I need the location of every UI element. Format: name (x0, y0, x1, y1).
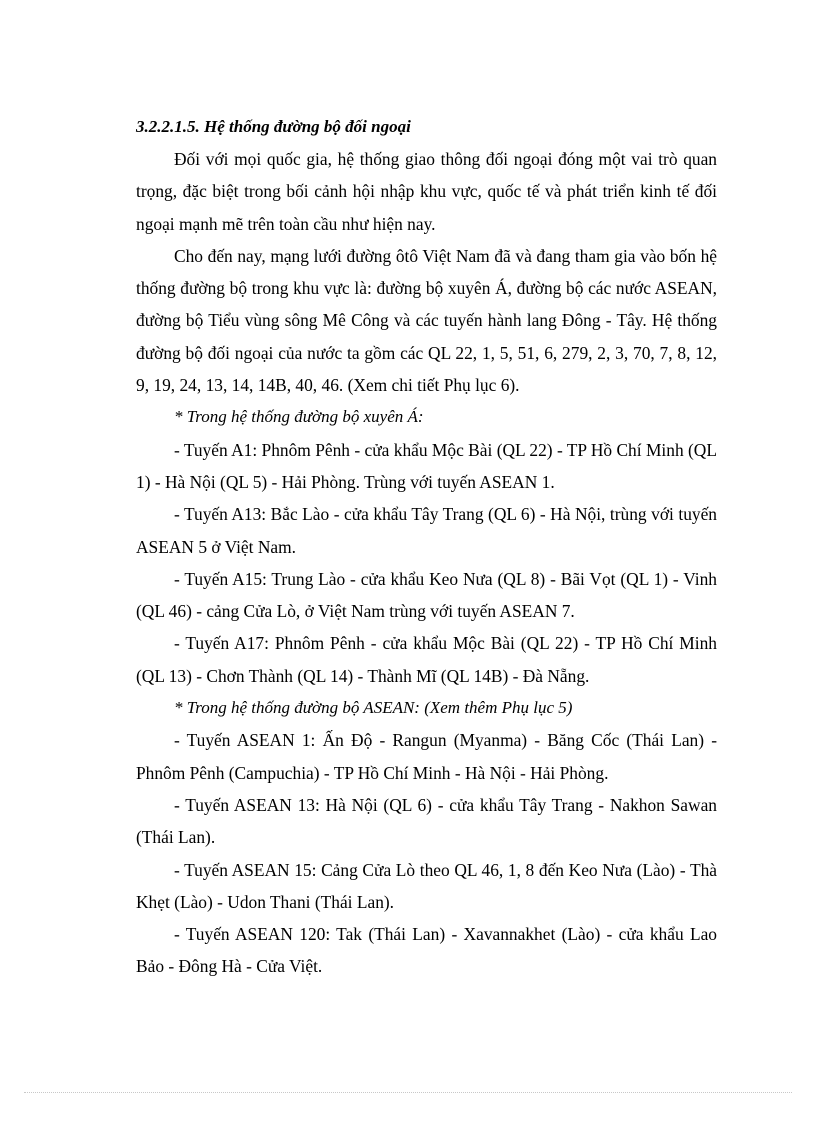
route-asean-15: - Tuyến ASEAN 15: Cảng Cửa Lò theo QL 46, 1, 8 đến Keo Nưa (Lào) - Thà Khẹt (Lào) - Udon Thani (Thái Lan). (136, 859, 717, 912)
section-heading: 3.2.2.1.5. Hệ thống đường bộ đối ngoại (136, 117, 411, 136)
route-a1: - Tuyến A1: Phnôm Pênh - cửa khẩu Mộc Bài (QL 22) - TP Hồ Chí Minh (QL 1) - Hà Nội (QL 5) - Hải Phòng. Trùng với tuyến ASEAN 1. (136, 439, 717, 492)
document-page (136, 111, 717, 983)
route-asean-13: - Tuyến ASEAN 13: Hà Nội (QL 6) - cửa khẩu Tây Trang - Nakhon Sawan (Thái Lan). (136, 794, 717, 848)
route-asean-1: - Tuyến ASEAN 1: Ấn Độ - Rangun (Myanma) - Băng Cốc (Thái Lan) - Phnôm Pênh (Campuchia) - TP Hồ Chí Minh - Hà Nội - Hải Phòng. (136, 730, 717, 783)
route-a15: - Tuyến A15: Trung Lào - cửa khẩu Keo Nưa (QL 8) - Bãi Vọt (QL 1) - Vinh (QL 46) - cảng Cửa Lò, ở Việt Nam trùng với tuyến ASEAN 7. (136, 568, 717, 622)
route-a17: - Tuyến A17: Phnôm Pênh - cửa khẩu Mộc Bài (QL 22) - TP Hồ Chí Minh (QL 13) - Chơn Thành (QL 14) - Thành Mĩ (QL 14B) - Đà Nẵng. (136, 633, 717, 686)
subheading-asean: * Trong hệ thống đường bộ ASEAN: (Xem thêm Phụ lục 5) (174, 698, 573, 718)
route-a13: - Tuyến A13: Bắc Lào - cửa khẩu Tây Trang (QL 6) - Hà Nội, trùng với tuyến ASEAN 5 ở Việt Nam. (136, 504, 717, 557)
page-bottom-divider (24, 1092, 792, 1093)
paragraph-intro: Đối với mọi quốc gia, hệ thống giao thông đối ngoại đóng một vai trò quan trọng, đặc biệt trong bối cảnh hội nhập khu vực, quốc tế và phát triển kinh tế đối ngoại mạnh mẽ trên toàn cầu như hiện nay. (136, 149, 717, 234)
subheading-trans-asian: * Trong hệ thống đường bộ xuyên Á: (174, 407, 424, 427)
paragraph-network: Cho đến nay, mạng lưới đường ôtô Việt Nam đã và đang tham gia vào bốn hệ thống đường bộ trong khu vực là: đường bộ xuyên Á, đường bộ các nước ASEAN, đường bộ Tiểu vùng sông Mê Công và các tuyến hành lang Đông - Tây. Hệ thống đường bộ đối ngoại của nước ta gồm các QL 22, 1, 5, 51, 6, 279, 2, 3, 70, 7, 8, 12, 9, 19, 24, 13, 14, 14B, 40, 46. (Xem chi tiết Phụ lục 6). (136, 245, 717, 396)
route-asean-120: - Tuyến ASEAN 120: Tak (Thái Lan) - Xavannakhet (Lào) - cửa khẩu Lao Bảo - Đông Hà - Cửa Việt. (136, 924, 717, 977)
